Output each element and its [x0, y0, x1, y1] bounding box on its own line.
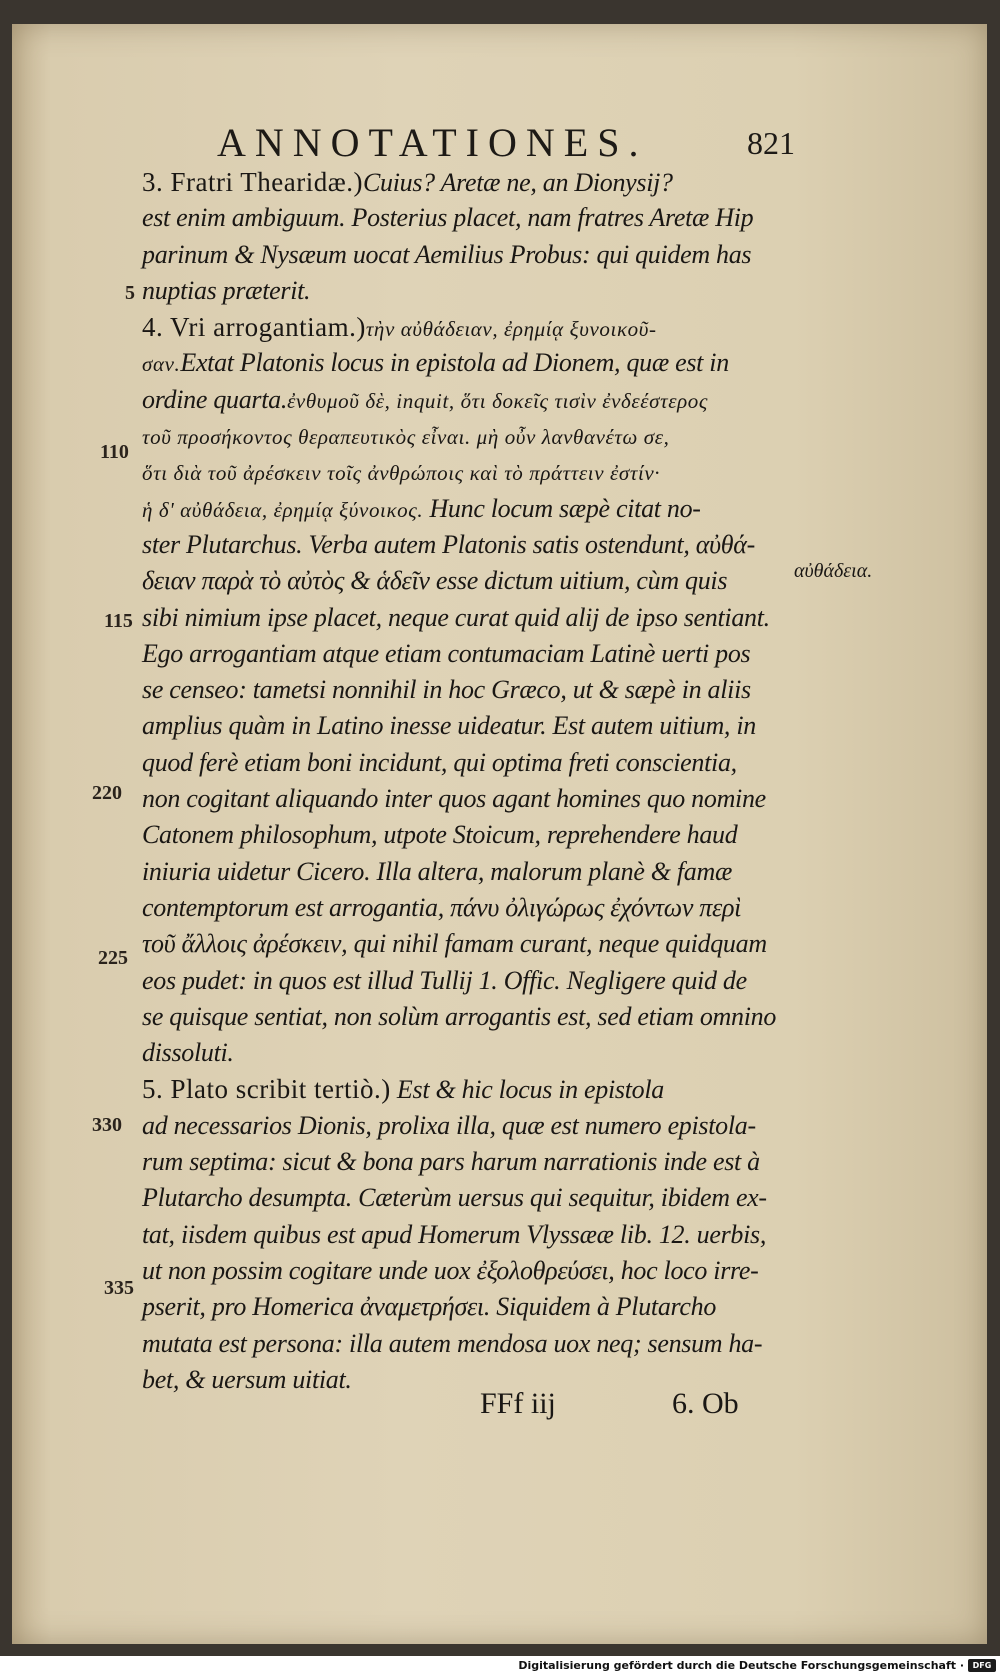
text-line [142, 1326, 782, 1362]
text-line [142, 672, 782, 708]
line-text: nuptias præterit. [142, 275, 311, 305]
greek-text: σαν. [142, 352, 181, 377]
line-text: mutata est persona: illa autem mendosa uox neq; sensum ha- [142, 1328, 763, 1358]
lemma: 3. Fratri Thearidæ.) [142, 167, 363, 197]
text-line [142, 1108, 782, 1144]
line-text: eos pudet: in quos est illud Tullij 1. Offic. Negligere quid de [142, 965, 747, 995]
line-text: sibi nimium ipse placet, neque curat quid alij de ipso sentiant. [142, 602, 770, 632]
text-line [142, 963, 782, 999]
line-text: δειαν παρὰ τὸ αὐτὸς & ἁδεῖν esse dictum uitium, cùm quis [142, 566, 728, 596]
text-line [142, 1071, 782, 1107]
text-line [142, 926, 782, 962]
lemma: 5. Plato scribit tertiò.) [142, 1074, 391, 1105]
line-text: contemptorum est arrogantia, πάνυ ὀλιγώρως ἐχόντων περὶ [142, 892, 742, 922]
line-text: Catonem philosophum, utpote Stoicum, reprehendere haud [142, 820, 738, 850]
greek-text: τοῦ προσήκοντος θεραπευτικὸς εἶναι. μὴ οὖν λανθανέτω σε, [142, 425, 670, 450]
lemma: 4. Vri arrogantiam.) [142, 312, 366, 343]
line-text: Hunc locum sæpè citat no- [429, 493, 701, 523]
text-line [142, 200, 782, 236]
text-line [142, 745, 782, 781]
text-line [142, 1144, 782, 1180]
running-head-title: ANNOTATIONES. [217, 120, 648, 165]
greek-text: ὅτι διὰ τοῦ ἀρέσκειν τοῖς ἀνθρώποις καὶ τὸ πράττειν ἐστίν· [142, 461, 661, 486]
text-line [142, 527, 782, 563]
line-text: se quisque sentiat, non solùm arrogantis est, sed etiam omnino [142, 1001, 777, 1031]
line-text: ad necessarios Dionis, prolixa illa, quæ est numero epistola- [142, 1110, 756, 1140]
text-line [142, 890, 782, 926]
line-text: ster Plutarchus. Verba autem Platonis satis ostendunt, αὐθά- [142, 529, 755, 559]
line-text: Plutarcho desumpta. Cæterùm uersus qui sequitur, ibidem ex- [142, 1183, 767, 1213]
text-line [142, 491, 782, 527]
line-text: non cogitant aliquando inter quos agant homines quo nomine [142, 784, 766, 814]
line-text: amplius quàm in Latino inesse uideatur. Est autem uitium, in [142, 711, 756, 741]
line-text: ordine quarta. [142, 384, 288, 414]
text-line [142, 1253, 782, 1289]
annotation-text [142, 164, 782, 1398]
line-text: Ego arrogantiam atque etiam contumaciam Latinè uerti pos [142, 638, 751, 668]
text-line [142, 600, 782, 636]
line-text: est enim ambiguum. Posterius placet, nam fratres Aretæ Hip [142, 203, 754, 233]
line-text: pserit, pro Homerica ἀναμετρήσει. Siquidem à Plutarcho [142, 1292, 717, 1322]
text-line [142, 1180, 782, 1216]
line-number: 115 [104, 610, 133, 632]
text-line [142, 164, 782, 200]
greek-text: ἐνθυμοῦ δὲ, inquit, ὅτι δοκεῖς τισὶν ἐνδεέστερος [287, 388, 708, 413]
line-number: 5 [125, 282, 135, 304]
line-number: 110 [100, 441, 129, 463]
line-text: bet, & uersum uitiat. [142, 1364, 352, 1394]
line-text: rum septima: sicut & bona pars harum narrationis inde est à [142, 1147, 760, 1177]
funding-credit: Digitalisierung gefördert durch die Deutsche Forschungsgemeinschaft · [518, 1659, 964, 1672]
text-line [142, 454, 782, 490]
line-number: 225 [98, 947, 128, 969]
catchword: 6. Ob [672, 1387, 739, 1420]
line-text: parinum & Nysæum uocat Aemilius Probus: qui quidem has [142, 239, 752, 269]
line-number: 335 [104, 1277, 134, 1299]
text-line [142, 563, 782, 599]
greek-text: τὴν αὐθάδειαν, ἐρημίᾳ ξυνοικοῦ- [365, 317, 657, 342]
text-line [142, 273, 782, 309]
line-text: Cuius? Aretæ ne, an Dionysij? [362, 168, 673, 197]
text-line [142, 708, 782, 744]
margin-note: αὐθάδεια. [794, 560, 873, 582]
text-line [142, 636, 782, 672]
line-text: tat, iisdem quibus est apud Homerum Vlyssææ lib. 12. uerbis, [142, 1219, 767, 1249]
text-line [142, 999, 782, 1035]
text-line [142, 1217, 782, 1253]
digitization-footer [0, 1656, 1000, 1677]
text-line [142, 382, 782, 418]
text-line [142, 781, 782, 817]
greek-text: ἡ δ' αὐθάδεια, ἐρημίᾳ ξύνοικος. [142, 497, 424, 522]
line-text: se censeo: tametsi nonnihil in hoc Græco, ut & sæpè in aliis [142, 675, 751, 705]
page-number: 821 [747, 125, 795, 161]
line-text: τοῦ ἄλλοις ἀρέσκειν, qui nihil famam curant, neque quidquam [142, 929, 767, 959]
line-number: 220 [92, 782, 122, 804]
book-page [12, 24, 987, 1644]
text-line [142, 817, 782, 853]
text-line [142, 418, 782, 454]
text-line [142, 345, 782, 381]
line-text: ut non possim cogitare unde uox ἐξολοθρεύσει, hoc loco irre- [142, 1255, 759, 1285]
text-line [142, 1035, 782, 1071]
text-line [142, 237, 782, 273]
line-number: 330 [92, 1114, 122, 1136]
text-line [142, 1289, 782, 1325]
line-text: Extat Platonis locus in epistola ad Dionem, quæ est in [180, 348, 729, 378]
dfg-logo-icon: DFG [968, 1659, 996, 1672]
line-text: iniuria uidetur Cicero. Illa altera, malorum planè & famæ [142, 856, 733, 886]
signature-mark: FFf iij [480, 1387, 556, 1420]
line-text: Est & hic locus in epistola [396, 1075, 664, 1105]
line-text: dissoluti. [142, 1038, 234, 1068]
text-line [142, 309, 782, 345]
text-line [142, 854, 782, 890]
line-text: quod ferè etiam boni incidunt, qui optima freti conscientia, [142, 747, 737, 777]
